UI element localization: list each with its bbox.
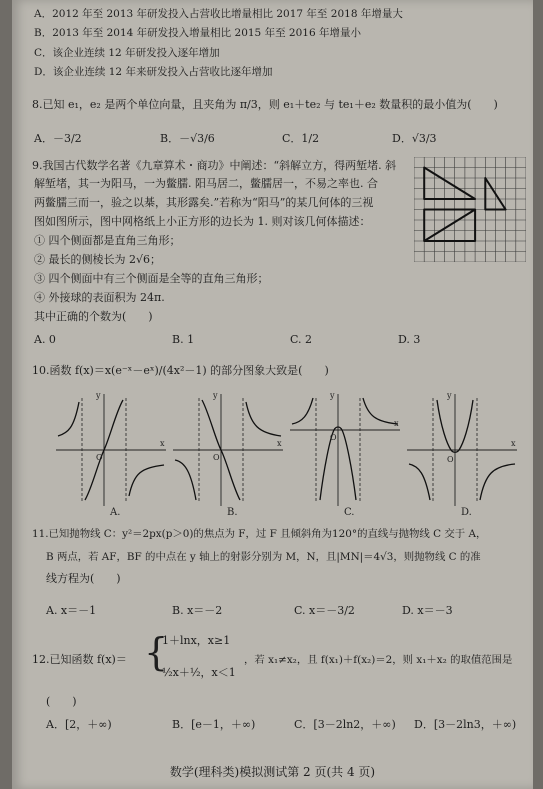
y-axis-label: y xyxy=(330,391,335,400)
q9-option-d: D. 3 xyxy=(398,333,421,346)
curve-right-branch xyxy=(363,398,398,424)
q12-tail: ，若 x₁≠x₂，且 f(x₁)＋f(x₂)＝2，则 x₁＋x₂ 的取值范围是 xyxy=(244,654,513,666)
q12-case-1: 1＋lnx，x≥1 xyxy=(162,634,231,647)
q9-line-1: 9.我国古代数学名著《九章算术・商功》中阐述：“斜解立方，得两堑堵. 斜 xyxy=(32,159,397,172)
three-view-grid-figure xyxy=(414,157,526,262)
graph-label-d: D. xyxy=(461,507,472,518)
q9-line-4: 图如图所示，图中网格纸上小正方形的边长为 1. 则对该几何体描述： xyxy=(34,215,371,228)
q11-line-3: 线方程为( ) xyxy=(46,572,121,585)
y-axis-label: y xyxy=(213,391,218,400)
q8-stem: 8.已知 e₁，e₂ 是两个单位向量，且夹角为 π/3，则 e₁＋te₂ 与 te₁＋e₂ 数量积的最小值为( ) xyxy=(32,98,498,111)
q9-item-2: ② 最长的侧棱长为 2√6； xyxy=(34,253,161,266)
curve-left-branch xyxy=(58,402,79,436)
q7-option-a: A．2012 年至 2013 年研发投入占营收比增量相比 2017 年至 2018 年增量大 xyxy=(34,8,403,20)
q11-line-2: B 两点，若 AF，BF 的中点在 y 轴上的射影分别为 M，N，且|MN|＝4√3，则抛物线 C 的准 xyxy=(46,551,481,563)
x-axis-label: x xyxy=(511,439,516,448)
q7-option-b: B．2013 年至 2014 年研发投入增量相比 2015 年至 2016 年增量小 xyxy=(34,27,361,39)
q9-item-3: ③ 四个侧面中有三个侧面是全等的直角三角形； xyxy=(34,272,269,285)
q11-option-c: C. x＝－3/2 xyxy=(294,604,355,617)
q11-line-1: 11.已知抛物线 C：y²＝2px(p＞0)的焦点为 F，过 F 且倾斜角为120°的直线与抛物线 C 交于 A， xyxy=(32,528,487,540)
q12-lead: 12.已知函数 f(x)＝ xyxy=(32,653,127,666)
q7-option-c: C．该企业连续 12 年研发投入逐年增加 xyxy=(34,47,220,59)
y-axis-label: y xyxy=(447,391,452,400)
x-axis-label: x xyxy=(277,439,282,448)
graph-option-c xyxy=(290,388,402,508)
origin-label: O xyxy=(213,453,220,462)
curve-right-branch xyxy=(480,464,515,500)
q9-line-2: 解堑堵，其一为阳马，一为鳖臑. 阳马居二，鳖臑居一，不易之率也. 合 xyxy=(34,177,378,190)
graph-label-a: A. xyxy=(110,507,121,518)
q11-option-a: A. x＝－1 xyxy=(46,604,97,617)
x-axis-label: x xyxy=(394,419,399,428)
q8-option-c: C．1/2 xyxy=(282,132,320,145)
q11-option-b: B. x＝－2 xyxy=(172,604,223,617)
q9-item-1: ① 四个侧面都是直角三角形； xyxy=(34,234,181,247)
curve-left-branch xyxy=(409,464,430,500)
q9-line-3: 两鳖臑三而一，验之以棊，其形露矣.”若称为“阳马”的某几何体的三视 xyxy=(34,196,374,209)
x-axis-label: x xyxy=(160,439,165,448)
q7-option-d: D．该企业连续 12 年来研发投入占营收比逐年增加 xyxy=(34,66,273,78)
curve-left-branch xyxy=(292,398,313,424)
graph-label-b: B. xyxy=(227,507,238,518)
q12-case-2: ½x＋½，x＜1 xyxy=(162,666,236,679)
q9-option-c: C. 2 xyxy=(290,333,313,346)
graph-option-d xyxy=(407,388,519,508)
graph-label-c: C. xyxy=(344,507,355,518)
q11-option-d: D. x＝－3 xyxy=(402,604,453,617)
y-axis-label: y xyxy=(96,391,101,400)
q9-item-4: ④ 外接球的表面积为 24π. xyxy=(34,291,165,304)
q8-option-d: D．√3/3 xyxy=(392,132,437,145)
q8-option-b: B．－√3/6 xyxy=(160,132,215,145)
origin-label: O xyxy=(96,453,103,462)
curve-right-branch xyxy=(129,465,164,496)
q8-option-a: A．－3/2 xyxy=(34,132,82,145)
origin-label: O xyxy=(447,455,454,464)
origin-label: O xyxy=(330,433,337,442)
page-footer: 数学(理科类)模拟测试第 2 页(共 4 页) xyxy=(169,765,376,779)
curve-right-branch xyxy=(246,402,281,436)
q9-option-b: B. 1 xyxy=(172,333,195,346)
q10-stem: 10.函数 f(x)＝x(e⁻ˣ－eˣ)/(4x²－1) 的部分图象大致是( ) xyxy=(32,364,329,377)
q12-option-b: B．[e－1，＋∞) xyxy=(172,718,256,731)
front-view-triangle xyxy=(424,168,475,200)
q9-ask: 其中正确的个数为( ) xyxy=(34,310,153,323)
q9-option-a: A. 0 xyxy=(34,333,56,346)
q12-option-a: A．[2，＋∞) xyxy=(46,718,112,731)
graph-option-b xyxy=(173,388,285,508)
exam-page xyxy=(12,0,533,789)
top-view-square xyxy=(424,210,475,242)
q12-option-c: C．[3－2ln2，＋∞) xyxy=(294,718,396,731)
piecewise-brace: { xyxy=(144,630,169,674)
q12-option-d: D．[3－2ln3，＋∞) xyxy=(414,718,517,731)
curve-left-branch xyxy=(175,460,196,500)
q12-answer-paren: ( ) xyxy=(46,695,77,708)
graph-option-a xyxy=(56,388,168,508)
